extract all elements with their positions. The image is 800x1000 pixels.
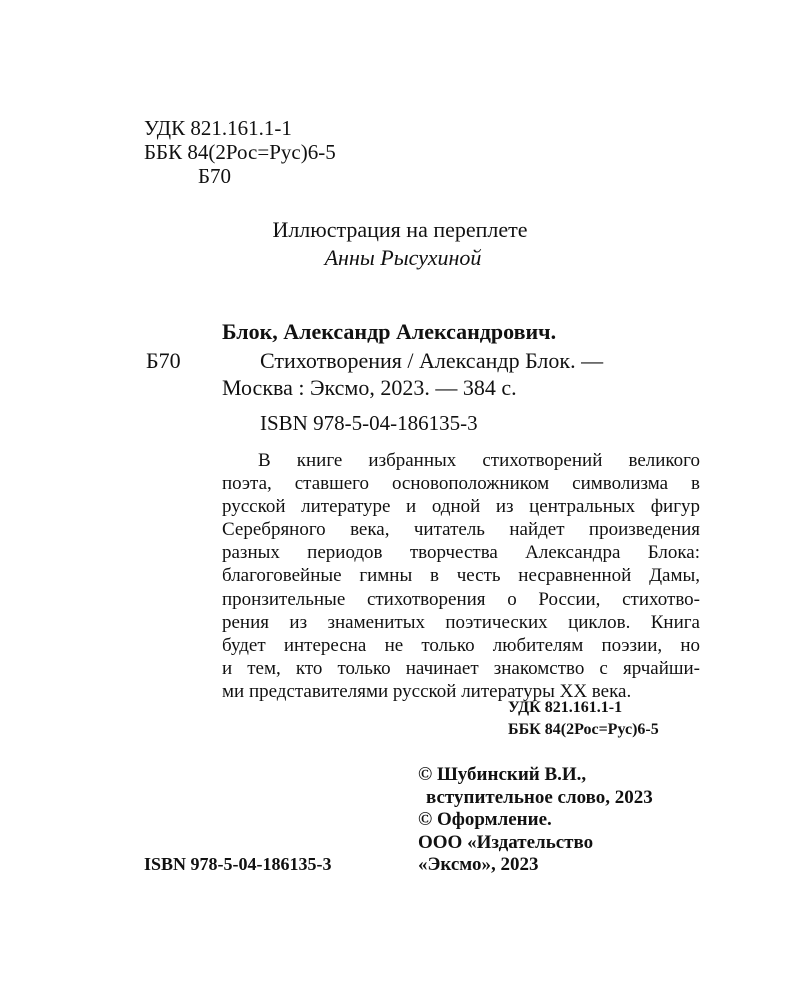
annotation-line: рения из знаменитых поэтических циклов. Книга [222,611,700,633]
copyright-line: «Эксмо», 2023 [418,854,539,875]
copyright-line: вступительное слово, 2023 [426,786,653,808]
illustration-credit [0,216,800,272]
annotation-line: В книге избранных стихотворений великого [258,450,700,471]
record-mark: Б70 [146,348,181,373]
annotation-line: Серебряного века, читатель найдет произведения [222,519,700,541]
record-isbn: ISBN 978-5-04-186135-3 [260,411,478,435]
annotation-line: и тем, кто только начинает знакомство с ярчайши- [222,657,700,679]
annotation-line: ми представителями русской литературы XX века. [222,680,632,702]
copyright-line: © Шубинский В.И., [418,764,587,785]
annotation-line: пронзительные стихотворения о России, стихотво- [222,588,700,610]
record-title: Стихотворения / Александр Блок. — [260,348,604,373]
annotation-line: русской литературе и одной из центральных фигур [222,496,700,518]
udk-code: УДК 821.161.1-1 [144,116,292,140]
bbk-code: ББК 84(2Рос=Рус)6-5 [144,140,336,164]
bottom-bbk: ББК 84(2Рос=Рус)6-5 [508,721,659,738]
copyright-block [418,764,653,877]
annotation [222,449,700,703]
annotation-line: поэта, ставшего основоположником символизма в [222,473,700,495]
illustrator-name: Анны Рысухиной [324,245,482,270]
bottom-isbn: ISBN 978-5-04-186135-3 [144,854,332,874]
record-author: Блок, Александр Александрович. [222,319,557,344]
illustration-line: Иллюстрация на переплете [272,217,528,242]
copyright-line: © Оформление. [418,809,552,830]
author-mark: Б70 [198,164,232,188]
annotation-line: разных периодов творчества Александра Блока: [222,542,700,564]
annotation-line: будет интересна не только любителям поэзии, но [222,634,700,656]
bottom-classification [508,697,659,741]
bottom-udk: УДК 821.161.1-1 [508,699,623,716]
copyright-line: ООО «Издательство [418,831,594,853]
classification-block [144,116,336,188]
record-publication: Москва : Эксмо, 2023. — 384 с. [222,375,517,400]
annotation-line: благоговейные гимны в честь несравненной Дамы, [222,565,700,587]
